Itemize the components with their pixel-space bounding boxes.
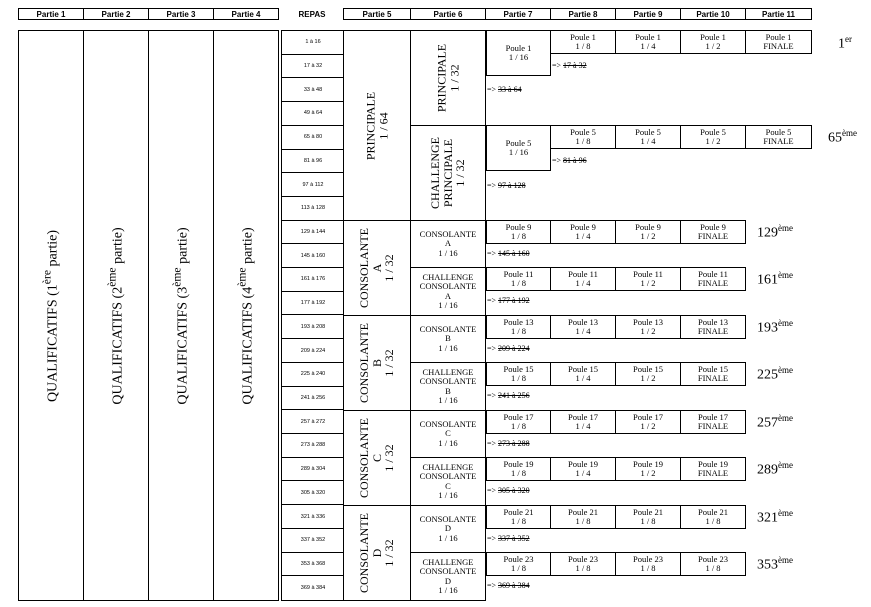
rank-label: 257ème xyxy=(757,413,793,431)
poule-cell: Poule 17 1 / 4 xyxy=(550,410,616,434)
poule-cell: Poule 21 1 / 8 xyxy=(615,505,681,529)
p6-challenge-b: CHALLENGE CONSOLANTE B 1 / 16 xyxy=(410,362,486,411)
poule-cell: Poule 23 1 / 8 xyxy=(550,552,616,576)
poule-cell: Poule 15 1 / 8 xyxy=(486,362,551,386)
repas-row: 353 à 368 xyxy=(282,553,344,577)
repas-row: 369 à 384 xyxy=(300,585,326,592)
p6-consolante-b: CONSOLANTE B 1 / 16 xyxy=(410,315,486,363)
p5-consolante-d: CONSOLANTE D 1 / 32 xyxy=(343,505,411,601)
header-partie-6: Partie 6 xyxy=(410,8,486,20)
qualif-column-1 xyxy=(18,30,84,601)
header-partie-1: Partie 1 xyxy=(18,8,84,20)
p5-consolante-a: CONSOLANTE A 1 / 32 xyxy=(343,220,411,316)
repas-row: 81 à 96 xyxy=(282,150,344,174)
repas-row: 145 à 160 xyxy=(282,244,344,268)
header-partie-3: Partie 3 xyxy=(148,8,214,20)
repas-row: 33 à 48 xyxy=(282,78,344,102)
qualif-label-4: QUALIFICATIFS (4ème partie) xyxy=(235,226,256,405)
qualif-label-1: QUALIFICATIFS (1ère partie) xyxy=(40,229,61,402)
header-partie-2: Partie 2 xyxy=(83,8,149,20)
repas-row: 49 à 64 xyxy=(282,102,344,126)
header-partie-7: Partie 7 xyxy=(485,8,551,20)
repas-row: 273 à 288 xyxy=(282,434,344,458)
header-partie-4: Partie 4 xyxy=(213,8,279,20)
poule-cell: Poule 13 1 / 4 xyxy=(550,315,616,339)
qualif-column-2 xyxy=(83,30,149,601)
repas-row: 161 à 176 xyxy=(282,268,344,292)
p6-challenge-a: CHALLENGE CONSOLANTE A 1 / 16 xyxy=(410,267,486,316)
poule-cell: Poule 15 FINALE xyxy=(680,362,746,386)
arrow-81-96: => 81 à 96 xyxy=(552,156,587,165)
header-repas: REPAS xyxy=(298,9,326,19)
poule-cell: Poule 9 1 / 2 xyxy=(615,220,681,244)
repas-row: 209 à 224 xyxy=(282,339,344,363)
qualif-label-2: QUALIFICATIFS (2ème partie) xyxy=(105,226,126,405)
p5-principale: PRINCIPALE 1 / 64 xyxy=(343,30,411,221)
qualif-column-4 xyxy=(213,30,279,601)
repas-row: 65 à 80 xyxy=(282,126,344,150)
rank-1: 1er xyxy=(838,34,852,52)
poule-cell: Poule 13 1 / 8 xyxy=(486,315,551,339)
poule-cell: Poule 17 FINALE xyxy=(680,410,746,434)
repas-row: 129 à 144 xyxy=(282,221,344,245)
p6-consolante-c: CONSOLANTE C 1 / 16 xyxy=(410,410,486,458)
poule-cell: Poule 23 1 / 8 xyxy=(486,552,551,576)
poule-5-p10: Poule 5 1 / 2 xyxy=(680,125,746,149)
arrow-label: => 369 à 384 xyxy=(487,581,530,590)
repas-row: 177 à 192 xyxy=(282,292,344,316)
poule-cell: Poule 21 1 / 8 xyxy=(486,505,551,529)
poule-cell: Poule 19 FINALE xyxy=(680,457,746,481)
poule-cell: Poule 13 1 / 2 xyxy=(615,315,681,339)
poule-cell: Poule 9 1 / 8 xyxy=(486,220,551,244)
qualif-label-3: QUALIFICATIFS (3ème partie) xyxy=(170,226,191,405)
p6-principale: PRINCIPALE 1 / 32 xyxy=(410,30,486,126)
poule-5-p8: Poule 5 1 / 8 xyxy=(550,125,616,149)
poule-cell: Poule 11 1 / 4 xyxy=(550,267,616,291)
arrow-label: => 241 à 256 xyxy=(487,391,530,400)
header-partie-11: Partie 11 xyxy=(745,8,812,20)
rank-label: 129ème xyxy=(757,223,793,241)
poule-cell: Poule 15 1 / 2 xyxy=(615,362,681,386)
poule-cell: Poule 19 1 / 4 xyxy=(550,457,616,481)
poule-cell: Poule 23 1 / 8 xyxy=(680,552,746,576)
rank-65: 65ème xyxy=(828,128,857,146)
p6-challenge-d: CHALLENGE CONSOLANTE D 1 / 16 xyxy=(410,552,486,601)
repas-row: 305 à 320 xyxy=(282,481,344,505)
poule-cell: Poule 17 1 / 8 xyxy=(486,410,551,434)
poule-1-p11: Poule 1 FINALE xyxy=(745,30,812,54)
p5-consolante-b: CONSOLANTE B 1 / 32 xyxy=(343,315,411,411)
repas-row: 289 à 304 xyxy=(282,458,344,482)
repas-row: 113 à 128 xyxy=(282,197,344,221)
p6-consolante-d: CONSOLANTE D 1 / 16 xyxy=(410,505,486,553)
poule-cell: Poule 11 FINALE xyxy=(680,267,746,291)
poule-cell: Poule 11 1 / 2 xyxy=(615,267,681,291)
arrow-17-32: => 17 à 32 xyxy=(552,61,587,70)
arrow-label: => 209 à 224 xyxy=(487,344,530,353)
repas-row: 321 à 336 xyxy=(282,505,344,529)
poule-cell: Poule 21 1 / 8 xyxy=(550,505,616,529)
repas-row: 257 à 272 xyxy=(282,410,344,434)
arrow-label: => 273 à 288 xyxy=(487,439,530,448)
rank-label: 161ème xyxy=(757,270,793,288)
rank-label: 289ème xyxy=(757,460,793,478)
p5-consolante-c: CONSOLANTE C 1 / 32 xyxy=(343,410,411,506)
p6-challenge-principale: CHALLENGE PRINCIPALE 1 / 32 xyxy=(410,125,486,221)
repas-column xyxy=(281,30,344,601)
arrow-label: => 305 à 320 xyxy=(487,486,530,495)
poule-1-p8: Poule 1 1 / 8 xyxy=(550,30,616,54)
poule-5-p9: Poule 5 1 / 4 xyxy=(615,125,681,149)
header-partie-10: Partie 10 xyxy=(680,8,746,20)
arrow-label: => 177 à 192 xyxy=(487,296,530,305)
poule-1-p9: Poule 1 1 / 4 xyxy=(615,30,681,54)
repas-row: 225 à 240 xyxy=(282,363,344,387)
p6-consolante-a: CONSOLANTE A 1 / 16 xyxy=(410,220,486,268)
header-partie-9: Partie 9 xyxy=(615,8,681,20)
repas-row: 337 à 352 xyxy=(282,529,344,553)
header-partie-5: Partie 5 xyxy=(343,8,411,20)
poule-cell: Poule 23 1 / 8 xyxy=(615,552,681,576)
poule-cell: Poule 19 1 / 8 xyxy=(486,457,551,481)
arrow-97-128: => 97 à 128 xyxy=(487,181,526,190)
poule-cell: Poule 17 1 / 2 xyxy=(615,410,681,434)
poule-cell: Poule 11 1 / 8 xyxy=(486,267,551,291)
repas-row: 1 à 16 xyxy=(282,31,344,55)
rank-label: 193ème xyxy=(757,318,793,336)
rank-label: 321ème xyxy=(757,508,793,526)
repas-row: 193 à 208 xyxy=(282,316,344,340)
arrow-33-64: => 33 à 64 xyxy=(487,85,522,94)
poule-cell: Poule 21 1 / 8 xyxy=(680,505,746,529)
poule-cell: Poule 19 1 / 2 xyxy=(615,457,681,481)
p6-challenge-c: CHALLENGE CONSOLANTE C 1 / 16 xyxy=(410,457,486,506)
poule-cell: Poule 13 FINALE xyxy=(680,315,746,339)
qualif-column-3 xyxy=(148,30,214,601)
arrow-label: => 145 à 160 xyxy=(487,249,530,258)
poule-cell: Poule 9 FINALE xyxy=(680,220,746,244)
poule-1-p7: Poule 1 1 / 16 xyxy=(486,30,551,76)
rank-label: 225ème xyxy=(757,365,793,383)
repas-row: 241 à 256 xyxy=(282,387,344,411)
poule-5-p11: Poule 5 FINALE xyxy=(745,125,812,149)
rank-label: 353ème xyxy=(757,555,793,573)
poule-cell: Poule 9 1 / 4 xyxy=(550,220,616,244)
repas-row: 17 à 32 xyxy=(282,55,344,79)
repas-row: 97 à 112 xyxy=(282,173,344,197)
arrow-label: => 337 à 352 xyxy=(487,534,530,543)
header-partie-8: Partie 8 xyxy=(550,8,616,20)
poule-1-p10: Poule 1 1 / 2 xyxy=(680,30,746,54)
poule-5-p7: Poule 5 1 / 16 xyxy=(486,125,551,171)
poule-cell: Poule 15 1 / 4 xyxy=(550,362,616,386)
